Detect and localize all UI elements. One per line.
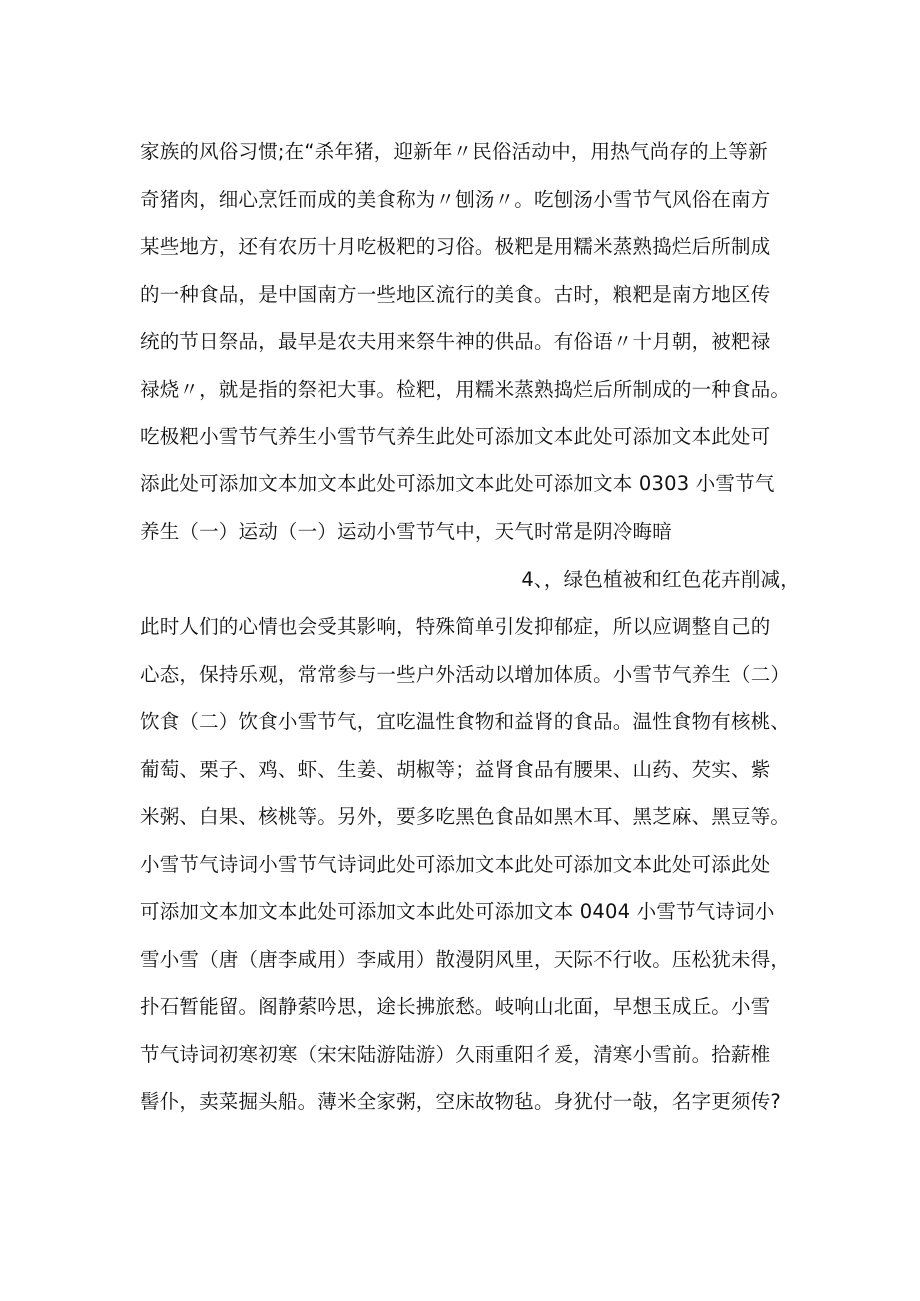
- text-line-7: 吃极粑小雪节气养生小雪节气养生此处可添加文本此处可添加文本此处可: [140, 425, 771, 448]
- text-line-9: 养生（一）运动（一）运动小雪节气中，天气时常是阴冷晦暗: [140, 520, 672, 543]
- text-line-16: 小雪节气诗词小雪节气诗词此处可添加文本此处可添加文本此处可添此处: [140, 853, 771, 876]
- text-line-15: 米粥、白果、核桃等。另外，要多吃黑色食品如黑木耳、黑芝麻、黑豆等。: [140, 805, 791, 828]
- text-line-20: 节气诗词初寒初寒（宋宋陆游陆游）久雨重阳彳爰，清寒小雪前。拾薪椎: [140, 1043, 771, 1066]
- text-line-2: 奇猪肉，细心烹饪而成的美食称为〃刨汤〃。吃刨汤小雪节气风俗在南方: [140, 188, 771, 211]
- text-line-13: 饮食（二）饮食小雪节气，宜吃温性食物和益肾的食品。温性食物有核桃、: [140, 710, 791, 733]
- text-line-10: 4、，绿色植被和红色花卉削减，: [521, 568, 800, 591]
- text-line-19: 扑石暂能留。阁静萦吟思，途长拂旅愁。岐响山北面，早想玉成丘。小雪: [140, 995, 771, 1018]
- text-line-8: 添此处可添加文本加文本此处可添加文本此处可添加文本 0303 小雪节气: [140, 472, 775, 495]
- text-line-4: 的一种食品，是中国南方一些地区流行的美食。古时，粮粑是南方地区传: [140, 283, 771, 306]
- text-line-21: 髻仆，卖菜掘头船。薄米全家粥，空床故物毡。身犹付一敧，名字更须传?: [140, 1090, 781, 1113]
- text-line-5: 统的节日祭品，最早是农夫用来祭牛神的供品。有俗语〃十月朝，被粑禄: [140, 330, 771, 353]
- text-line-17: 可添加文本加文本此处可添加文本此处可添加文本 0404 小雪节气诗词小: [140, 900, 775, 923]
- text-line-11: 此时人们的心情也会受其影响，特殊简单引发抑郁症，所以应调整自己的: [140, 615, 771, 638]
- text-line-18: 雪小雪（唐（唐李咸用）李咸用）散漫阴风里，天际不行收。压松犹未得，: [140, 948, 791, 971]
- text-line-14: 葡萄、栗子、鸡、虾、生姜、胡椒等；益肾食品有腰果、山药、芡实、紫: [140, 758, 771, 781]
- text-line-3: 某些地方，还有农历十月吃极粑的习俗。极粑是用糯米蒸熟捣烂后所制成: [140, 235, 771, 258]
- text-line-12: 心态，保持乐观，常常参与一些户外活动以增加体质。小雪节气养生（二）: [140, 663, 791, 686]
- text-line-6: 禄烧〃，就是指的祭祀大事。检粑，用糯米蒸熟捣烂后所制成的一种食品。: [140, 378, 791, 401]
- text-line-1: 家族的风俗习惯;在“杀年猪，迎新年〃民俗活动中，用热气尚存的上等新: [140, 140, 768, 163]
